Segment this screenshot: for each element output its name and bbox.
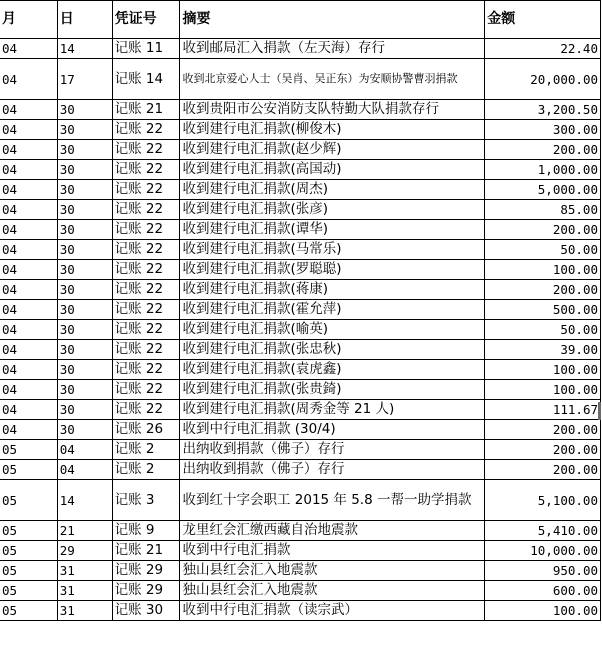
table-row [0, 480, 601, 521]
cell-summary: 收到建行电汇捐款(张彦) [180, 200, 485, 220]
cell-month: 04 [0, 39, 57, 59]
cell-day: 30 [57, 260, 112, 280]
cell-amount: 950.00 [485, 561, 601, 581]
cell-voucher: 记账 21 [112, 100, 180, 120]
cell-month: 05 [0, 460, 57, 480]
cell-summary: 收到建行电汇捐款(喻英) [180, 320, 485, 340]
cell-month: 04 [0, 140, 57, 160]
cell-month: 04 [0, 400, 57, 420]
cell-voucher: 记账 11 [112, 39, 180, 59]
cell-voucher: 记账 22 [112, 360, 180, 380]
cell-month: 04 [0, 300, 57, 320]
cell-summary: 收到建行电汇捐款(周杰) [180, 180, 485, 200]
cell-summary: 收到建行电汇捐款(柳俊木) [180, 120, 485, 140]
cell-amount: 200.00 [485, 140, 601, 160]
cell-amount: 100.00 [485, 360, 601, 380]
cell-month: 04 [0, 120, 57, 140]
table-row [0, 340, 601, 360]
table-row [0, 561, 601, 581]
cell-voucher: 记账 14 [112, 59, 180, 100]
scroll-indicator[interactable] [598, 402, 601, 420]
cell-voucher: 记账 22 [112, 240, 180, 260]
cell-day: 30 [57, 300, 112, 320]
cell-month: 05 [0, 440, 57, 460]
cell-voucher: 记账 22 [112, 140, 180, 160]
cell-day: 21 [57, 521, 112, 541]
cell-summary: 收到建行电汇捐款(霍允萍) [180, 300, 485, 320]
table-row [0, 460, 601, 480]
cell-summary: 收到中行电汇捐款 [180, 541, 485, 561]
cell-month: 04 [0, 320, 57, 340]
cell-amount: 200.00 [485, 420, 601, 440]
cell-day: 30 [57, 340, 112, 360]
cell-amount: 5,410.00 [485, 521, 601, 541]
cell-summary: 收到建行电汇捐款(罗聪聪) [180, 260, 485, 280]
cell-amount: 600.00 [485, 581, 601, 601]
cell-summary: 收到建行电汇捐款(马常乐) [180, 240, 485, 260]
cell-amount: 100.00 [485, 380, 601, 400]
cell-day: 30 [57, 140, 112, 160]
cell-month: 04 [0, 360, 57, 380]
cell-month: 05 [0, 541, 57, 561]
cell-day: 14 [57, 480, 112, 521]
cell-month: 04 [0, 260, 57, 280]
cell-day: 30 [57, 360, 112, 380]
cell-day: 30 [57, 280, 112, 300]
cell-voucher: 记账 22 [112, 380, 180, 400]
cell-summary: 收到中行电汇捐款（读宗武） [180, 601, 485, 621]
cell-voucher: 记账 22 [112, 200, 180, 220]
table-row [0, 521, 601, 541]
cell-month: 05 [0, 561, 57, 581]
table-row [0, 360, 601, 380]
cell-day: 29 [57, 541, 112, 561]
cell-voucher: 记账 22 [112, 340, 180, 360]
cell-month: 04 [0, 160, 57, 180]
cell-amount: 200.00 [485, 460, 601, 480]
cell-month: 05 [0, 480, 57, 521]
cell-day: 30 [57, 380, 112, 400]
cell-amount: 39.00 [485, 340, 601, 360]
cell-month: 04 [0, 340, 57, 360]
cell-summary: 收到建行电汇捐款(张忠秋) [180, 340, 485, 360]
cell-voucher: 记账 22 [112, 320, 180, 340]
cell-amount: 200.00 [485, 280, 601, 300]
header-row [0, 1, 601, 39]
cell-day: 04 [57, 440, 112, 460]
cell-day: 04 [57, 460, 112, 480]
header-amount: 金额 [485, 1, 601, 39]
cell-summary: 收到邮局汇入捐款（左天海）存行 [180, 39, 485, 59]
cell-day: 30 [57, 240, 112, 260]
cell-summary: 收到建行电汇捐款(蒋康) [180, 280, 485, 300]
header-day: 日 [57, 1, 112, 39]
cell-summary: 收到北京爱心人士（吴肖、吴正东）为安顺协警曹羽捐款 [180, 59, 485, 100]
cell-day: 31 [57, 561, 112, 581]
cell-amount: 300.00 [485, 120, 601, 140]
cell-voucher: 记账 21 [112, 541, 180, 561]
cell-day: 30 [57, 220, 112, 240]
cell-amount: 200.00 [485, 440, 601, 460]
header-voucher: 凭证号 [112, 1, 180, 39]
cell-voucher: 记账 9 [112, 521, 180, 541]
table-row [0, 300, 601, 320]
cell-amount: 50.00 [485, 320, 601, 340]
cell-voucher: 记账 22 [112, 180, 180, 200]
cell-day: 30 [57, 400, 112, 420]
table-row [0, 59, 601, 100]
cell-amount: 1,000.00 [485, 160, 601, 180]
cell-amount: 3,200.50 [485, 100, 601, 120]
cell-day: 30 [57, 200, 112, 220]
cell-amount: 100.00 [485, 601, 601, 621]
cell-month: 05 [0, 581, 57, 601]
cell-voucher: 记账 2 [112, 460, 180, 480]
cell-summary: 龙里红会汇缴西藏自治地震款 [180, 521, 485, 541]
cell-day: 30 [57, 420, 112, 440]
cell-day: 17 [57, 59, 112, 100]
cell-day: 14 [57, 39, 112, 59]
header-summary: 摘要 [180, 1, 485, 39]
cell-month: 04 [0, 200, 57, 220]
cell-day: 30 [57, 100, 112, 120]
cell-summary: 收到建行电汇捐款(赵少辉) [180, 140, 485, 160]
table-row [0, 400, 601, 420]
table-row [0, 120, 601, 140]
cell-amount: 20,000.00 [485, 59, 601, 100]
cell-voucher: 记账 22 [112, 260, 180, 280]
cell-amount: 200.00 [485, 220, 601, 240]
cell-voucher: 记账 2 [112, 440, 180, 460]
cell-summary: 出纳收到捐款（佛子）存行 [180, 440, 485, 460]
table-row [0, 39, 601, 59]
table-row [0, 541, 601, 561]
cell-voucher: 记账 26 [112, 420, 180, 440]
cell-summary: 收到建行电汇捐款(袁虎鑫) [180, 360, 485, 380]
cell-amount: 22.40 [485, 39, 601, 59]
table-row [0, 160, 601, 180]
table-row [0, 320, 601, 340]
cell-month: 04 [0, 59, 57, 100]
cell-voucher: 记账 30 [112, 601, 180, 621]
cell-month: 05 [0, 521, 57, 541]
cell-month: 04 [0, 420, 57, 440]
cell-amount: 10,000.00 [485, 541, 601, 561]
cell-voucher: 记账 22 [112, 120, 180, 140]
cell-voucher: 记账 22 [112, 280, 180, 300]
cell-day: 30 [57, 320, 112, 340]
cell-amount: 5,000.00 [485, 180, 601, 200]
cell-summary: 收到建行电汇捐款(高国动) [180, 160, 485, 180]
cell-amount: 5,100.00 [485, 480, 601, 521]
table-row [0, 440, 601, 460]
cell-month: 04 [0, 280, 57, 300]
table-row [0, 380, 601, 400]
cell-day: 30 [57, 120, 112, 140]
cell-summary: 收到红十字会职工 2015 年 5.8 一帮一助学捐款 [180, 480, 485, 521]
cell-month: 04 [0, 220, 57, 240]
cell-amount: 500.00 [485, 300, 601, 320]
cell-summary: 收到建行电汇捐款(张贵錡) [180, 380, 485, 400]
table-row [0, 140, 601, 160]
cell-summary: 独山县红会汇入地震款 [180, 561, 485, 581]
cell-voucher: 记账 29 [112, 561, 180, 581]
table-row [0, 260, 601, 280]
table-row [0, 420, 601, 440]
table-row [0, 200, 601, 220]
header-month: 月 [0, 1, 57, 39]
table-row [0, 601, 601, 621]
cell-voucher: 记账 29 [112, 581, 180, 601]
cell-summary: 出纳收到捐款（佛子）存行 [180, 460, 485, 480]
cell-month: 04 [0, 380, 57, 400]
cell-day: 30 [57, 180, 112, 200]
cell-month: 04 [0, 100, 57, 120]
cell-amount: 85.00 [485, 200, 601, 220]
cell-month: 05 [0, 601, 57, 621]
table-row [0, 220, 601, 240]
cell-voucher: 记账 3 [112, 480, 180, 521]
cell-voucher: 记账 22 [112, 160, 180, 180]
cell-summary: 收到建行电汇捐款(谭华) [180, 220, 485, 240]
table-row [0, 180, 601, 200]
cell-summary: 独山县红会汇入地震款 [180, 581, 485, 601]
cell-month: 04 [0, 240, 57, 260]
cell-voucher: 记账 22 [112, 220, 180, 240]
table-row [0, 581, 601, 601]
cell-month: 04 [0, 180, 57, 200]
cell-day: 31 [57, 601, 112, 621]
cell-amount: 111.67 [485, 400, 601, 420]
table-row [0, 100, 601, 120]
table-row [0, 240, 601, 260]
cell-summary: 收到贵阳市公安消防支队特勤大队捐款存行 [180, 100, 485, 120]
cell-summary: 收到中行电汇捐款 (30/4) [180, 420, 485, 440]
cell-day: 31 [57, 581, 112, 601]
cell-day: 30 [57, 160, 112, 180]
cell-voucher: 记账 22 [112, 400, 180, 420]
cell-amount: 50.00 [485, 240, 601, 260]
table-row [0, 280, 601, 300]
cell-amount: 100.00 [485, 260, 601, 280]
cell-voucher: 记账 22 [112, 300, 180, 320]
cell-summary: 收到建行电汇捐款(周秀金等 21 人) [180, 400, 485, 420]
